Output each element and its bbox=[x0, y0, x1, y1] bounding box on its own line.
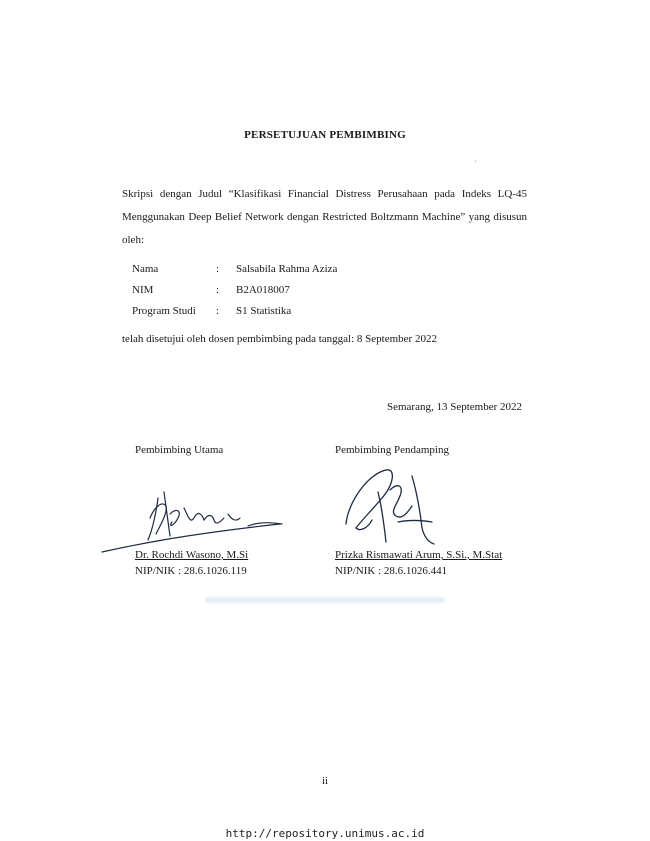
place-date: Semarang, 13 September 2022 bbox=[386, 401, 522, 413]
main-supervisor-role: Pembimbing Utama bbox=[135, 444, 224, 456]
co-supervisor-signature bbox=[338, 462, 448, 557]
page-number: ii bbox=[321, 775, 329, 787]
info-value: S1 Statistika bbox=[236, 304, 292, 317]
co-supervisor-role: Pembimbing Pendamping bbox=[335, 444, 449, 456]
info-colon: : bbox=[216, 304, 220, 317]
info-row-nim bbox=[132, 279, 337, 300]
info-label: Program Studi bbox=[132, 304, 196, 317]
co-supervisor-id: NIP/NIK : 28.6.1026.441 bbox=[335, 565, 448, 577]
intro-paragraph: Skripsi dengan Judul “Klasifikasi Financial Distress Perusahaan pada Indeks LQ-45 Menggunakan Deep Belief Network dengan Restricted Boltzmann Machine” yang disusun oleh: bbox=[122, 188, 527, 246]
info-label: NIM bbox=[132, 283, 154, 296]
repository-url-footer: http://repository.unimus.ac.id bbox=[225, 827, 425, 840]
main-supervisor-block bbox=[135, 444, 223, 456]
approval-statement: telah disetujui oleh dosen pembimbing pada tanggal: 8 September 2022 bbox=[122, 333, 437, 345]
info-value: Salsabila Rahma Aziza bbox=[236, 262, 338, 275]
info-row-name bbox=[132, 258, 337, 279]
stray-mark: · bbox=[474, 157, 477, 166]
info-colon: : bbox=[216, 262, 220, 275]
co-supervisor-name: Prizka Rismawati Arum, S.Si., M.Stat bbox=[335, 549, 503, 561]
student-info-table bbox=[132, 258, 337, 321]
page-title: PERSETUJUAN PEMBIMBING bbox=[244, 129, 406, 141]
main-supervisor-signature bbox=[98, 478, 288, 558]
main-supervisor-id: NIP/NIK : 28.6.1026.119 bbox=[135, 565, 247, 577]
info-label: Nama bbox=[132, 262, 159, 275]
co-supervisor-block bbox=[335, 444, 449, 456]
main-supervisor-name: Dr. Rochdi Wasono, M.Si bbox=[135, 549, 249, 561]
info-row-program bbox=[132, 300, 337, 321]
info-colon: : bbox=[216, 283, 220, 296]
info-value: B2A018007 bbox=[236, 283, 290, 296]
scan-smudge bbox=[205, 595, 445, 605]
